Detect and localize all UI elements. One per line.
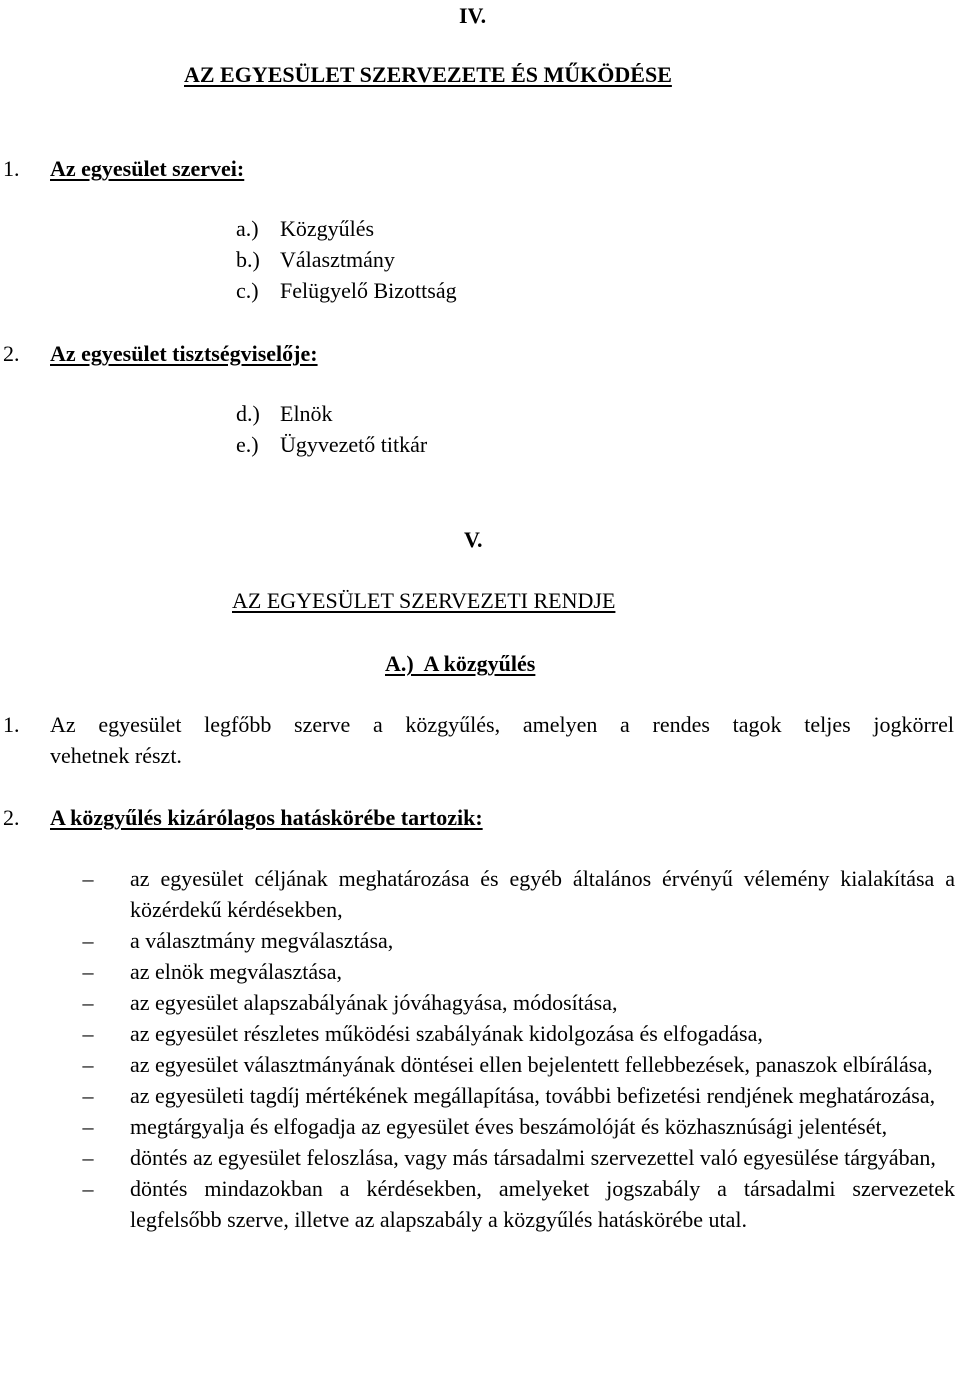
list-item [0,863,960,925]
item2-number: 2. [3,341,20,366]
list-item-text: megtárgyalja és elfogadja az egyesület éves beszámolóját és közhasznúsági jelentését, [130,1114,888,1139]
dash-bullet-icon: – [82,928,94,953]
list-item-text: az egyesület alapszabályának jóváhagyása, módosítása, [130,990,618,1015]
item2-heading: Az egyesület tisztségviselője: [50,341,318,366]
item1-heading: Az egyesület szervei: [50,156,245,181]
section-v-title: AZ EGYESÜLET SZERVEZETI RENDJE [232,588,616,613]
list-item-text: az elnök megválasztása, [130,959,342,984]
subitem-e-text: Ügyvezető titkár [280,432,428,457]
list-item-text: döntés mindazokban a kérdésekben, amelyeket jogszabály a társadalmi szervezetek legfelsőbb szerve, illetve az alapszabály a közgyűlés hatáskörébe utal. [130,1176,955,1232]
subitem-a-marker: a.) [236,216,259,241]
dash-bullet-icon: – [82,1021,94,1046]
subitem-d-text: Elnök [280,401,333,426]
list-item-text: az egyesület céljának meghatározása és egyéb általános érvényű vélemény kialakítása a közérdekű kérdésekben, [130,866,955,922]
para2-number: 2. [3,805,20,830]
section-iv-numeral: IV. [459,3,487,28]
section-v-numeral: V. [464,527,483,552]
list-item [0,987,960,1018]
list-item-text: döntés az egyesület feloszlása, vagy más társadalmi szervezettel való egyesülése tárgyában, [130,1145,936,1170]
list-item [0,1173,960,1235]
dash-bullet-icon: – [82,1083,94,1108]
para2-heading: A közgyűlés kizárólagos hatáskörébe tartozik: [50,805,483,830]
list-item [0,1142,960,1173]
list-item [0,956,960,987]
para1-line1: Az egyesület legfőbb szerve a közgyűlés, amelyen a rendes tagok teljes jogkörrel [50,712,954,737]
dash-bullet-icon: – [82,1176,94,1201]
list-item [0,1049,960,1080]
dash-bullet-icon: – [82,1114,94,1139]
subitem-d-marker: d.) [236,401,260,426]
list-item [0,1080,960,1111]
item1-number: 1. [3,156,20,181]
subitem-c-marker: c.) [236,278,259,303]
list-item-text: a választmány megválasztása, [130,928,394,953]
subitem-b-text: Választmány [280,247,395,272]
para1-line2: vehetnek részt. [50,743,182,768]
dash-bullet-icon: – [82,1145,94,1170]
section-iv-title: AZ EGYESÜLET SZERVEZETE ÉS MŰKÖDÉSE [184,62,672,87]
para1-number: 1. [3,712,20,737]
subitem-a-text: Közgyűlés [280,216,375,241]
list-item-text: az egyesület részletes működési szabályának kidolgozása és elfogadása, [130,1021,763,1046]
subsection-a-heading: A.) A közgyűlés [385,651,536,676]
dash-bullet-icon: – [82,959,94,984]
list-item-text: az egyesületi tagdíj mértékének megállapítása, további befizetési rendjének meghatározása, [130,1083,936,1108]
subitem-c-text: Felügyelő Bizottság [280,278,457,303]
subitem-e-marker: e.) [236,432,259,457]
subitem-b-marker: b.) [236,247,260,272]
list-item-text: az egyesület választmányának döntései ellen bejelentett fellebbezések, panaszok elbírálása, [130,1052,933,1077]
dash-bullet-icon: – [82,990,94,1015]
powers-list [0,863,960,1235]
list-item [0,1111,960,1142]
dash-bullet-icon: – [82,866,94,891]
list-item [0,925,960,956]
dash-bullet-icon: – [82,1052,94,1077]
list-item [0,1018,960,1049]
